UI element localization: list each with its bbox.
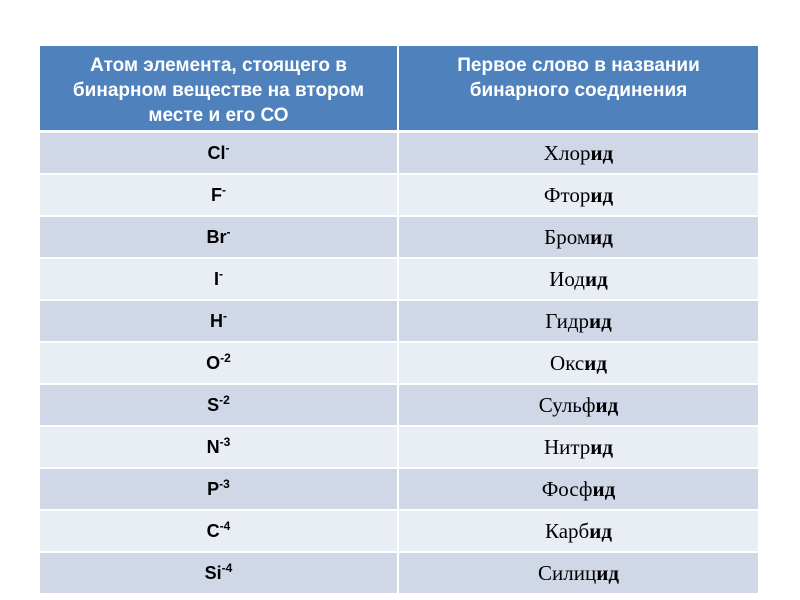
- name-stem: Иод: [549, 266, 585, 291]
- name-suffix: ид: [596, 560, 619, 585]
- oxidation-state: -2: [220, 350, 231, 365]
- ion-cell: [40, 468, 398, 510]
- ion-cell: [40, 426, 398, 468]
- compound-name-cell: [398, 216, 758, 258]
- name-suffix: ид: [592, 476, 616, 501]
- header-element-and-oxidation-state: Атом элемента, стоящего в бинарном веществе на втором месте и его СО: [40, 46, 398, 132]
- ion-cell: [40, 258, 398, 300]
- compound-name-cell: [398, 342, 758, 384]
- element-symbol: Si: [204, 562, 222, 583]
- name-suffix: ид: [589, 518, 612, 543]
- element-symbol: C: [206, 520, 220, 541]
- ion-cell: [40, 216, 398, 258]
- element-symbol: H: [210, 310, 223, 331]
- ion-cell: [40, 132, 398, 175]
- name-stem: Гидр: [545, 308, 590, 333]
- compound-name-cell: [398, 552, 758, 593]
- table-row: [40, 468, 758, 510]
- table-header-row: [40, 46, 758, 132]
- table-row: [40, 510, 758, 552]
- oxidation-state: -: [226, 224, 231, 239]
- name-stem: Карб: [545, 518, 590, 543]
- element-symbol: N: [206, 436, 220, 457]
- element-symbol: P: [207, 478, 220, 499]
- oxidation-state: -4: [219, 518, 231, 533]
- element-symbol: F: [211, 184, 222, 205]
- table-row: [40, 258, 758, 300]
- oxidation-state: -3: [219, 476, 230, 491]
- oxidation-state: -4: [221, 560, 233, 575]
- table-row: [40, 132, 758, 175]
- element-symbol: I: [213, 268, 219, 289]
- compound-name-cell: [398, 426, 758, 468]
- name-suffix: ид: [590, 140, 614, 165]
- ion-cell: [40, 300, 398, 342]
- ion-cell: [40, 510, 398, 552]
- name-suffix: ид: [590, 434, 614, 459]
- name-stem: Фтор: [543, 182, 591, 207]
- table-row: [40, 384, 758, 426]
- name-suffix: ид: [585, 266, 608, 291]
- name-stem: Бром: [544, 224, 591, 249]
- name-stem: Нитр: [543, 434, 591, 459]
- name-suffix: ид: [590, 182, 614, 207]
- compound-name-cell: [398, 510, 758, 552]
- compound-name-cell: [398, 258, 758, 300]
- oxidation-state: -3: [219, 434, 231, 449]
- name-suffix: ид: [590, 224, 613, 249]
- compound-name-cell: [398, 132, 758, 175]
- oxidation-state: -: [225, 140, 230, 155]
- name-stem: Сульф: [538, 392, 596, 417]
- table-row: [40, 300, 758, 342]
- name-stem: Окс: [550, 350, 585, 375]
- oxidation-state: -2: [219, 392, 230, 407]
- element-symbol: Cl: [207, 142, 226, 163]
- ion-cell: [40, 342, 398, 384]
- ion-cell: [40, 552, 398, 593]
- header-compound-name-first-word: Первое слово в названии бинарного соединения: [398, 46, 758, 132]
- table-row: [40, 426, 758, 468]
- table-row: [40, 552, 758, 593]
- table-row: [40, 216, 758, 258]
- table-row: [40, 342, 758, 384]
- ion-cell: [40, 174, 398, 216]
- name-stem: Хлор: [543, 140, 591, 165]
- element-symbol: O: [206, 352, 221, 373]
- oxidation-state: -: [223, 308, 227, 323]
- name-suffix: ид: [584, 350, 607, 375]
- element-symbol: Br: [206, 226, 227, 247]
- name-stem: Фосф: [541, 476, 593, 501]
- table-row: [40, 174, 758, 216]
- compound-name-cell: [398, 174, 758, 216]
- binary-compounds-table: [40, 46, 758, 593]
- compound-name-cell: [398, 384, 758, 426]
- oxidation-state: -: [219, 266, 223, 281]
- element-symbol: S: [207, 394, 220, 415]
- binary-compounds-table-container: [40, 46, 758, 593]
- compound-name-cell: [398, 468, 758, 510]
- name-suffix: ид: [589, 308, 612, 333]
- compound-name-cell: [398, 300, 758, 342]
- oxidation-state: -: [222, 182, 226, 197]
- name-suffix: ид: [595, 392, 619, 417]
- ion-cell: [40, 384, 398, 426]
- name-stem: Силиц: [538, 560, 597, 585]
